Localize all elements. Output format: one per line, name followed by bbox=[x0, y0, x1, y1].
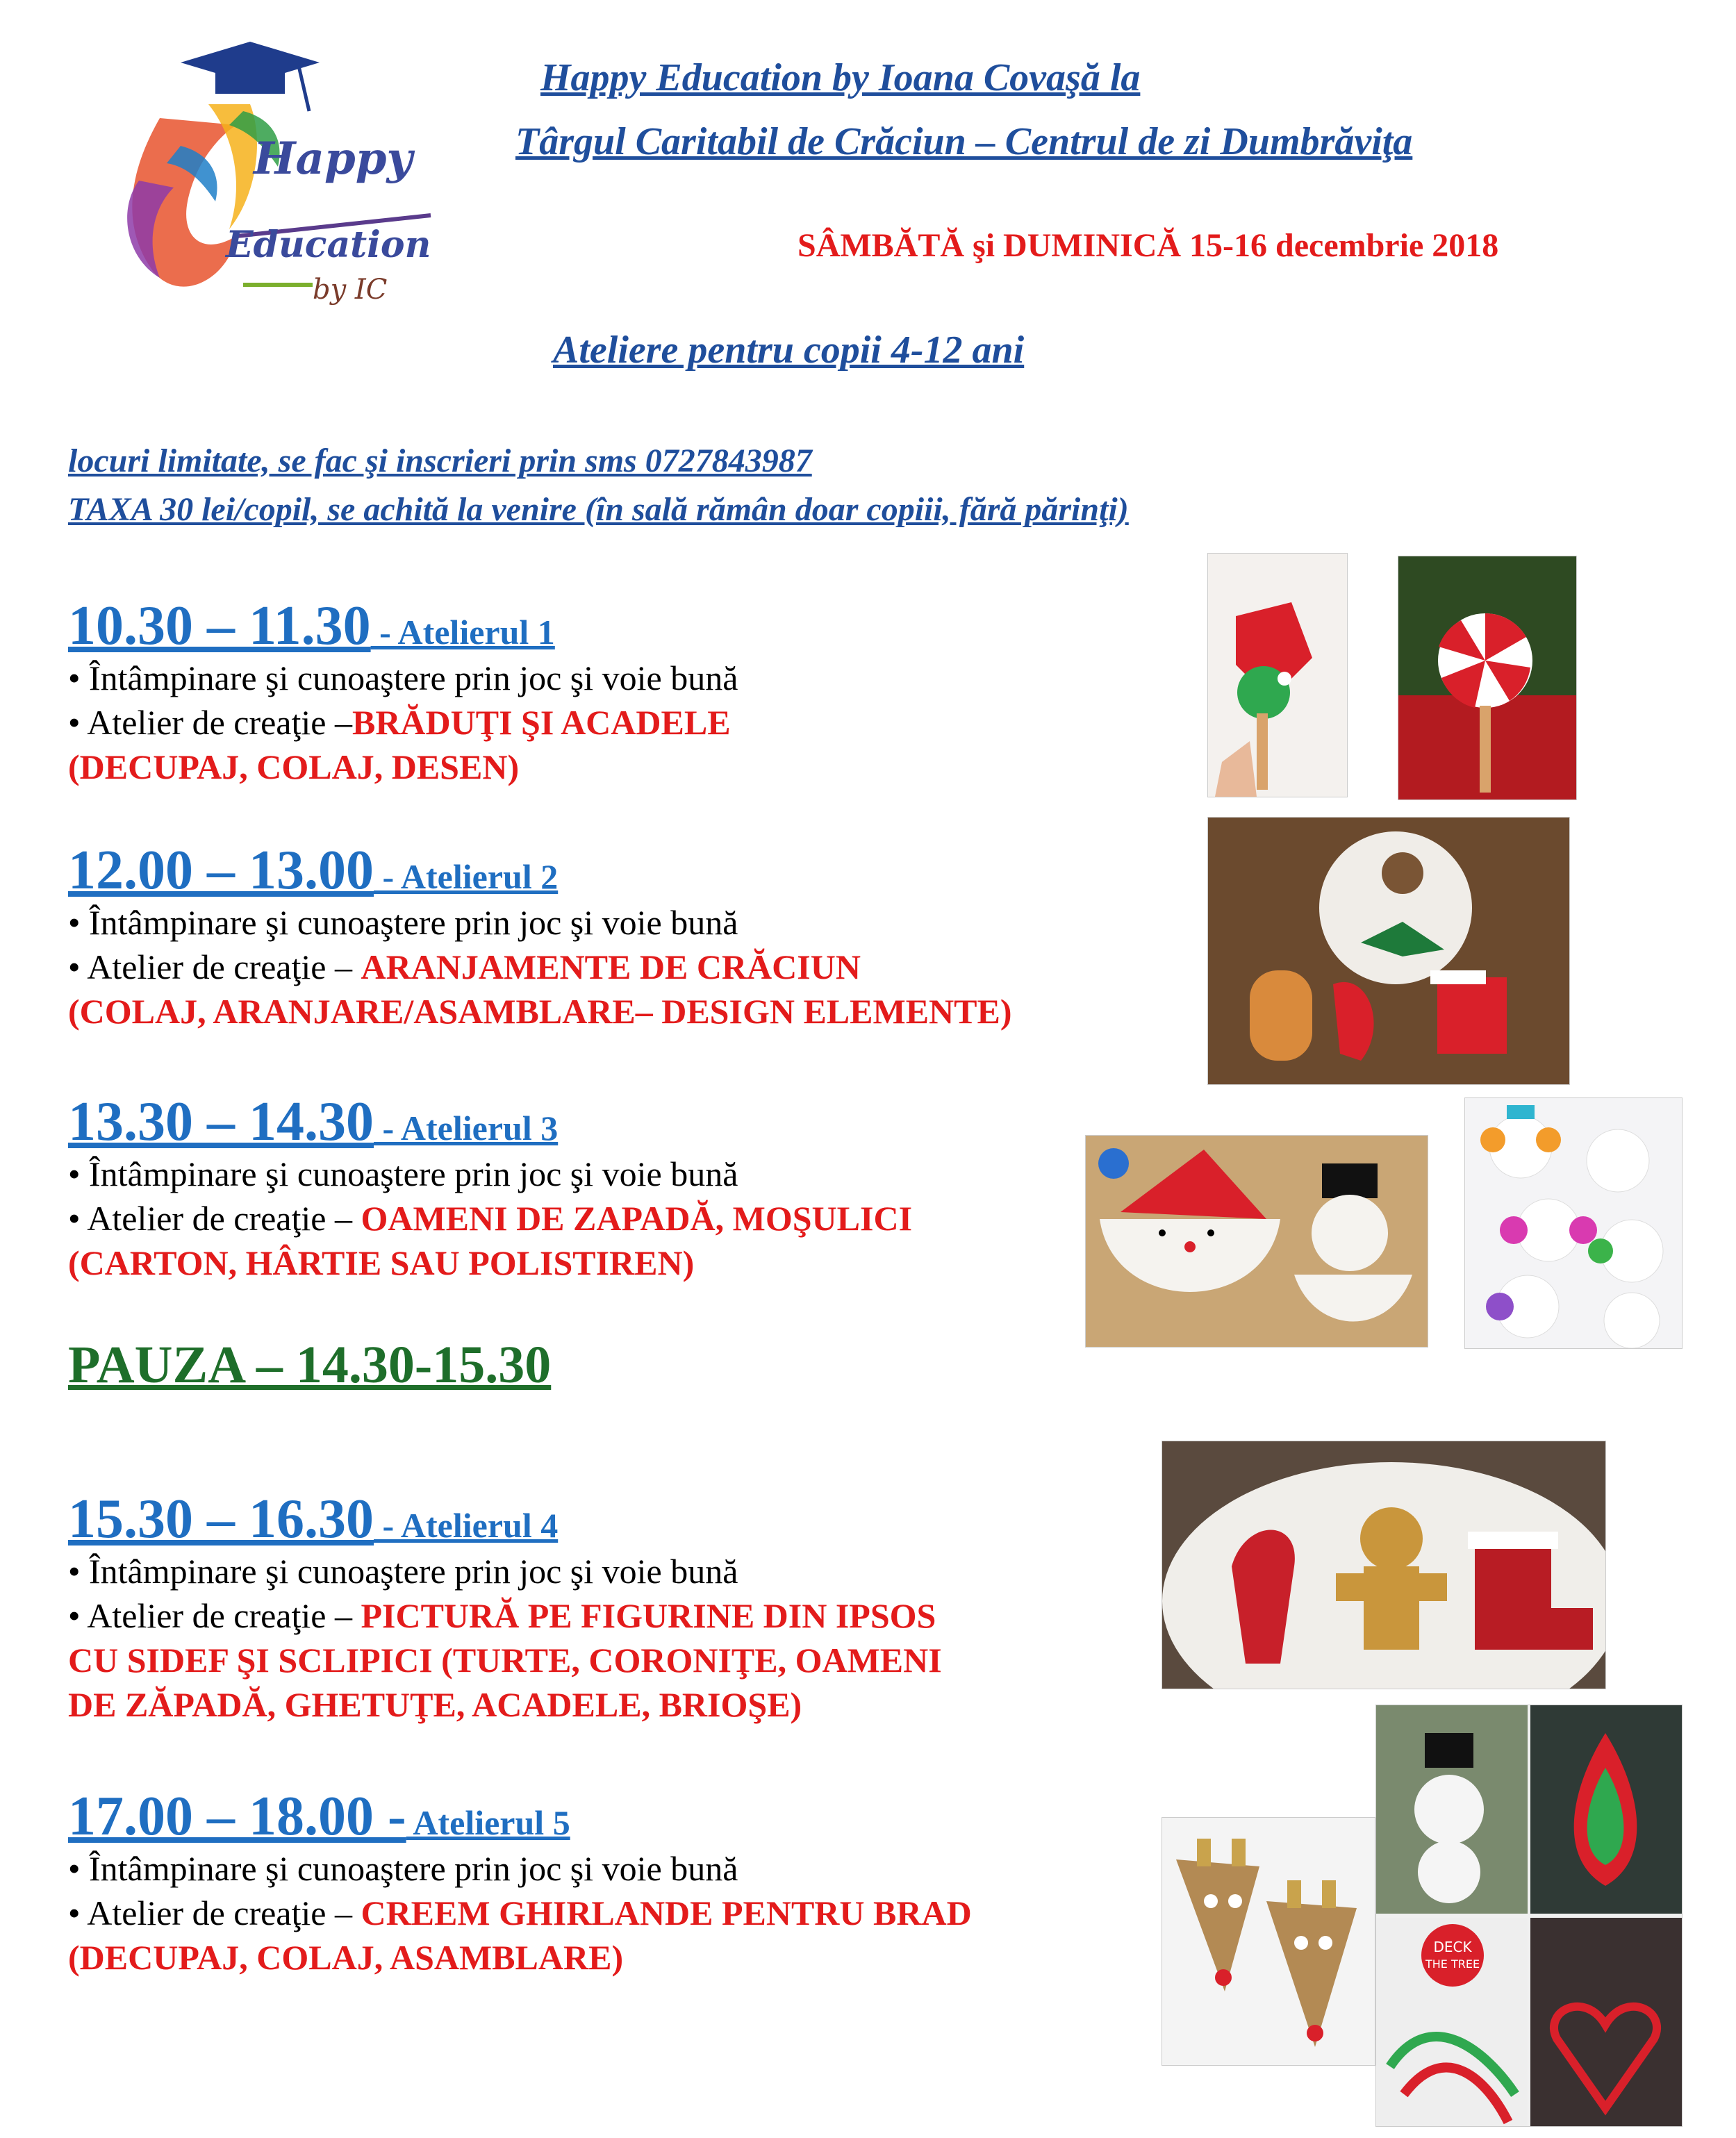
workshop-bullet-activity: • Atelier de creaţie –BRĂDUŢI ŞI ACADELE bbox=[68, 703, 731, 742]
photo-reindeer-ornaments bbox=[1162, 1817, 1375, 2066]
workshop-bullet-welcome: • Întâmpinare şi cunoaştere prin joc şi voie bună bbox=[68, 658, 738, 697]
workshop-bullet-welcome: • Întâmpinare şi cunoaştere prin joc şi voie bună bbox=[68, 1552, 738, 1591]
workshop-techniques: (COLAJ, ARANJARE/ASAMBLARE– DESIGN ELEMENTE) bbox=[68, 992, 1012, 1031]
deck-the-tree-text-1: DECK bbox=[1433, 1939, 1472, 1955]
workshop-bullet-welcome: • Întâmpinare şi cunoaştere prin joc şi voie bună bbox=[68, 1154, 738, 1193]
event-date: SÂMBĂTĂ şi DUMINICĂ 15-16 decembrie 2018 bbox=[797, 227, 1499, 264]
workshop-time: 17.00 – 18.00 - bbox=[68, 1786, 406, 1847]
logo-text-by: by IC bbox=[313, 274, 388, 306]
workshop-time: 15.30 – 16.30 bbox=[68, 1489, 374, 1550]
photo-mitten-craft bbox=[1207, 553, 1348, 797]
logo bbox=[76, 28, 438, 320]
workshop-label: Atelierul 5 bbox=[406, 1803, 570, 1842]
header-title-line2: Târgul Caritabil de Crăciun – Centrul de zi Dumbrăviţa bbox=[515, 120, 1413, 163]
workshop-bullet-welcome: • Întâmpinare şi cunoaştere prin joc şi voie bună bbox=[68, 1849, 738, 1888]
workshop-4 bbox=[68, 1489, 942, 1727]
activity-title: BRĂDUŢI ŞI ACADELE bbox=[352, 703, 731, 742]
activity-title: OAMENI DE ZAPADĂ, MOŞULICI bbox=[361, 1199, 913, 1238]
deck-the-tree-badge bbox=[1421, 1924, 1484, 1987]
workshop-bullet-activity: • Atelier de creaţie – PICTURĂ PE FIGURINE DIN IPSOS bbox=[68, 1596, 936, 1635]
workshop-techniques: (DECUPAJ, COLAJ, DESEN) bbox=[68, 747, 520, 786]
fee-info: TAXA 30 lei/copil, se achită la venire (în sală rămân doar copiii, fără părinţi) bbox=[68, 491, 1129, 528]
workshop-techniques: (DECUPAJ, COLAJ, ASAMBLARE) bbox=[68, 1938, 624, 1977]
workshop-time: 10.30 – 11.30 bbox=[68, 595, 371, 656]
activity-title: PICTURĂ PE FIGURINE DIN IPSOS bbox=[361, 1596, 936, 1635]
pause-break: PAUZA – 14.30-15.30 bbox=[68, 1336, 552, 1394]
workshop-3 bbox=[68, 1092, 912, 1285]
workshop-label: - Atelierul 2 bbox=[374, 857, 559, 896]
workshop-1 bbox=[68, 596, 738, 789]
workshop-techniques: (CARTON, HÂRTIE SAU POLISTIREN) bbox=[68, 1243, 695, 1282]
logo-text-happy: Happy bbox=[254, 133, 413, 185]
photo-snowman-ornaments bbox=[1464, 1097, 1683, 1349]
header-title-line1: Happy Education by Ioana Covaşă la bbox=[540, 56, 1141, 99]
workshop-label: - Atelierul 1 bbox=[370, 613, 555, 652]
workshop-label: - Atelierul 3 bbox=[374, 1109, 559, 1147]
workshop-bullet-activity: • Atelier de creaţie – OAMENI DE ZAPADĂ, MOŞULICI bbox=[68, 1199, 913, 1238]
photo-santa-snowman bbox=[1085, 1135, 1428, 1348]
photo-garland-collage bbox=[1375, 1705, 1683, 2127]
workshop-bullet-activity: • Atelier de creaţie – ARANJAMENTE DE CRĂCIUN bbox=[68, 947, 861, 986]
workshop-bullet-activity: • Atelier de creaţie – CREEM GHIRLANDE PENTRU BRAD bbox=[68, 1893, 972, 1932]
registration-info: locuri limitate, se fac şi inscrieri prin sms 0727843987 bbox=[68, 442, 812, 479]
workshop-2 bbox=[68, 840, 1012, 1034]
workshops-subtitle: Ateliere pentru copii 4-12 ani bbox=[553, 329, 1025, 372]
workshop-5 bbox=[68, 1787, 972, 1980]
photo-painted-figurines bbox=[1162, 1441, 1606, 1689]
workshop-label: - Atelierul 4 bbox=[374, 1506, 559, 1545]
workshop-bullet-welcome: • Întâmpinare şi cunoaştere prin joc şi voie bună bbox=[68, 903, 738, 942]
workshop-techniques: DE ZĂPADĂ, GHETUŢE, ACADELE, BRIOŞE) bbox=[68, 1685, 802, 1724]
workshop-techniques: CU SIDEF ŞI SCLIPICI (TURTE, CORONIŢE, OAMENI bbox=[68, 1641, 942, 1680]
photo-lollipop-ornament bbox=[1398, 556, 1577, 800]
workshop-time: 13.30 – 14.30 bbox=[68, 1091, 374, 1152]
deck-the-tree-text-2: THE TREE bbox=[1425, 1957, 1480, 1971]
logo-text-education: Education bbox=[226, 224, 431, 266]
photo-christmas-arrangement bbox=[1207, 817, 1570, 1085]
activity-title: CREEM GHIRLANDE PENTRU BRAD bbox=[361, 1893, 972, 1932]
workshop-time: 12.00 – 13.00 bbox=[68, 840, 374, 901]
activity-title: ARANJAMENTE DE CRĂCIUN bbox=[361, 947, 861, 986]
